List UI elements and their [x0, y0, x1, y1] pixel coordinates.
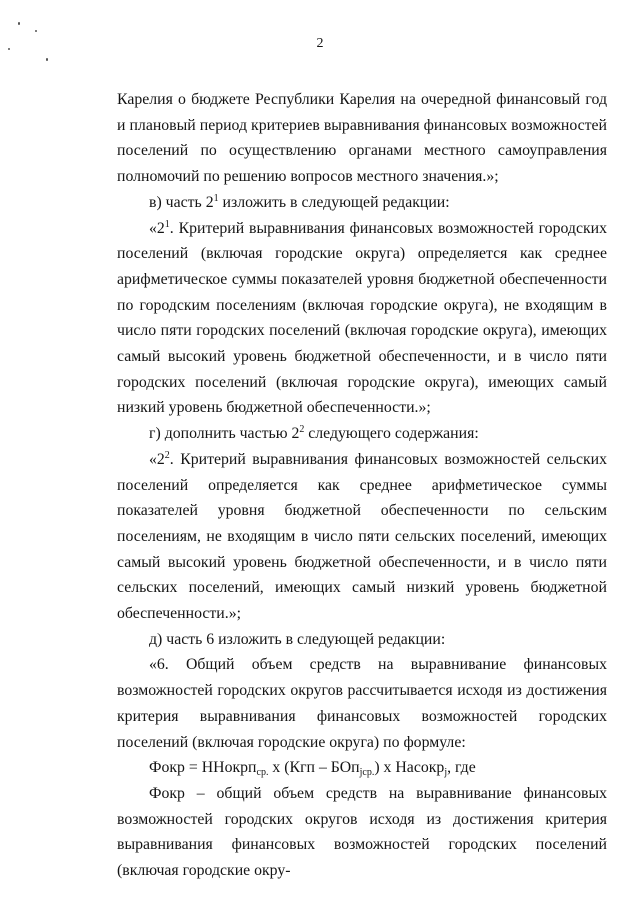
amendment-item-d: д) часть 6 изложить в следующей редакции: [149, 630, 446, 648]
formula-line: Фокр = ННокрп$_{ср.}$ х (Кгп – БОп$_{jср.}$) х Насокр$_j$, где [149, 759, 476, 779]
amendment-item-g: г) дополнить частью $2^2$ следующего содержания: [149, 424, 479, 443]
definition-paragraph: Фокр – общий объем средств на выравнивание финансовых возможностей городских округов исходя из достижения критерия выравнивания финансовых возможностей городских поселений (включая городские окру- [117, 784, 607, 880]
amendment-item-v: в) часть $2^1$ изложить в следующей редакции: [149, 192, 450, 211]
criterion-urban-paragraph: «$2^1$. Критерий выравнивания финансовых возможностей городских поселений (включая городские округа) определяется как среднее арифметическое суммы показателей уровня бюджетной обеспеченности по городским поселениям (включая городские округа), не входящим в число пяти городских поселений (включая городские округа), имеющих самый высокий уровень бюджетной обеспеченности, и в число пяти городских поселений (включая городские округа), имеющих самый низкий уровень бюджетной обеспеченности.»; [117, 218, 607, 417]
scan-speck [46, 58, 48, 61]
volume-paragraph: «6. Общий объем средств на выравнивание финансовых возможностей городских округов рассчитывается исходя из достижения критерия выравнивания финансовых возможностей городских поселений (включая городские округа) по формуле: [117, 656, 607, 751]
scan-speck [18, 22, 20, 25]
document-body [117, 87, 607, 884]
scan-speck [35, 30, 37, 32]
criterion-rural-paragraph: «$2^2$. Критерий выравнивания финансовых возможностей сельских поселений определяется как среднее арифметическое суммы показателей уровня бюджетной обеспеченности по сельским поселениям, не входящим в число пяти сельских поселений, имеющих самый высокий уровень бюджетной обеспеченности, и в число пяти сельских поселений, имеющих самый низкий уровень бюджетной обеспеченности.»; [117, 449, 607, 623]
paragraph-continuation: Карелия о бюджете Республики Карелия на очередной финансовый год и плановый период критериев выравнивания финансовых возможностей поселений по осуществлению органами местного самоуправления полномочий по решению вопросов местного значения.»; [117, 91, 607, 186]
page-number: 2 [316, 36, 324, 51]
